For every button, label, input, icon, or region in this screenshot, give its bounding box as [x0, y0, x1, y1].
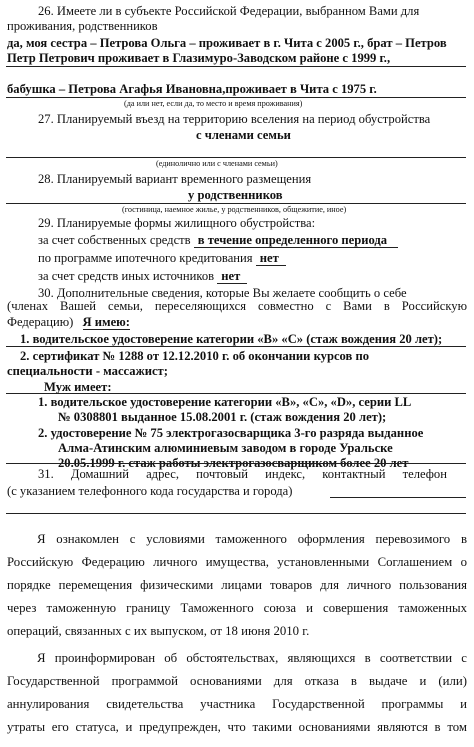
- q29-other-sources-answer: нет: [217, 269, 247, 284]
- q26-question-line1: 26. Имеете ли в субъекте Российской Федерации, выбранном Вами для: [38, 4, 420, 18]
- q31-address-rule: [330, 497, 466, 498]
- q26-answer-line2: Петр Петрович проживает в Глазимуро-Заводском районе с 1999 г.,: [7, 51, 391, 65]
- q30-husband-rule: [6, 393, 466, 394]
- q30-husband-item1-line1: 1. водительское удостоверение категории «В», «С», «D», серии LL: [38, 395, 412, 409]
- q29-mortgage-answer: нет: [256, 251, 286, 266]
- q30-question-line1: 30. Дополнительные сведения, которые Вы желаете сообщить о себе: [38, 286, 407, 300]
- statement2-line1: Я проинформирован об обстоятельствах, являющихся в соответствии с: [37, 651, 467, 665]
- statement2-line2: Государственной программой основаниями для отказа в выдаче и (или): [7, 674, 467, 688]
- q30-question-line3: [7, 315, 130, 329]
- q29-own-funds-row: [38, 233, 398, 248]
- q30-husband-has: Муж имеет:: [44, 380, 112, 394]
- q28-question: 28. Планируемый вариант временного размещения: [38, 172, 312, 186]
- q28-hint: (гостиница, наемное жилье, у родственников, общежитие, иное): [122, 205, 347, 214]
- q31-question-line1: 31. Домашний адрес, почтовый индекс, контактный телефон: [38, 467, 447, 481]
- q30-i-have: Я имею:: [82, 315, 130, 329]
- q30-husband-item1-line2: № 0308801 выданное 15.08.2001 г. (стаж вождения 20 лет);: [58, 410, 387, 424]
- statement1-line4: через таможенную границу Таможенного союза и совершения таможенных: [7, 601, 467, 615]
- q30-item1: 1. водительское удостоверение категории «В» «С» (стаж вождения 20 лет);: [20, 332, 443, 346]
- q29-question: 29. Планируемые формы жилищного обустройства:: [38, 216, 316, 230]
- q27-hint: (единолично или с членами семьи): [156, 159, 278, 168]
- q30-question-line3-prefix: Федерацию): [7, 315, 74, 329]
- q26-answer-rule2: [6, 97, 466, 98]
- q26-hint: (да или нет, если да, то место и время проживания): [124, 99, 303, 108]
- q30-question-line2: (членах Вашей семьи, переселяющихся совместно с Вами в Российскую: [7, 299, 467, 313]
- q26-answer-line1: да, моя сестра – Петрова Ольга – проживает в г. Чита с 2005 г., брат – Петров: [7, 36, 447, 50]
- q29-mortgage-row: [38, 251, 286, 266]
- q30-item2-line1: 2. сертификат № 1288 от 12.12.2010 г. об окончании курсов по: [20, 349, 370, 363]
- statement2-line3: аннулирования свидетельства участника Государственной программы и: [7, 697, 467, 711]
- q29-own-funds-label: за счет собственных средств: [38, 233, 191, 247]
- q26-question-line2: проживания, родственников: [7, 19, 158, 33]
- q31-address-rule2: [6, 513, 466, 514]
- q30-husband-item2-line3: 20.05.1999 г. стаж работы электрогазосварщиком более 20 лет: [58, 456, 409, 470]
- q30-item2-line2: специальности - массажист;: [7, 364, 168, 378]
- q27-question: 27. Планируемый въезд на территорию вселения на период обустройства: [38, 112, 431, 126]
- q27-answer: с членами семьи: [196, 128, 291, 142]
- q26-answer-line3: бабушка – Петрова Агафья Ивановна,проживает в Чита с 1975 г.: [7, 82, 377, 96]
- q31-question-line2: (с указанием телефонного кода государства и города): [7, 484, 293, 498]
- q29-mortgage-label: по программе ипотечного кредитования: [38, 251, 253, 265]
- q29-other-sources-label: за счет средств иных источников: [38, 269, 215, 283]
- statement1-line2: Российскую Федерацию личного имущества, установленными Соглашением о: [7, 555, 467, 569]
- statement2-line4: утраты его статуса, и предупрежден, что такими основаниями являются в том: [7, 720, 467, 734]
- q30-item1-rule: [6, 346, 466, 347]
- q27-answer-rule: [6, 157, 466, 158]
- statement1-line5: операций, связанных с их выпуском, от 18 июня 2010 г.: [7, 624, 310, 638]
- q30-final-rule: [6, 463, 466, 464]
- statement1-line1: Я ознакомлен с условиями таможенного оформления перевозимого в: [37, 532, 467, 546]
- q30-husband-item2-line1: 2. удостоверение № 75 электрогазосварщика 3-го разряда выданное: [38, 426, 424, 440]
- q28-answer: у родственников: [188, 188, 283, 202]
- q26-answer-rule1: [6, 66, 466, 67]
- statement1-line3: порядке перемещения физическими лицами товаров для личного пользования: [7, 578, 467, 592]
- q30-husband-item2-line2: Алма-Атинским алюминиевым заводом в городе Уральске: [58, 441, 393, 455]
- q28-answer-rule: [6, 203, 466, 204]
- q29-other-sources-row: [38, 269, 247, 284]
- q29-own-funds-answer: в течение определенного периода: [194, 233, 398, 248]
